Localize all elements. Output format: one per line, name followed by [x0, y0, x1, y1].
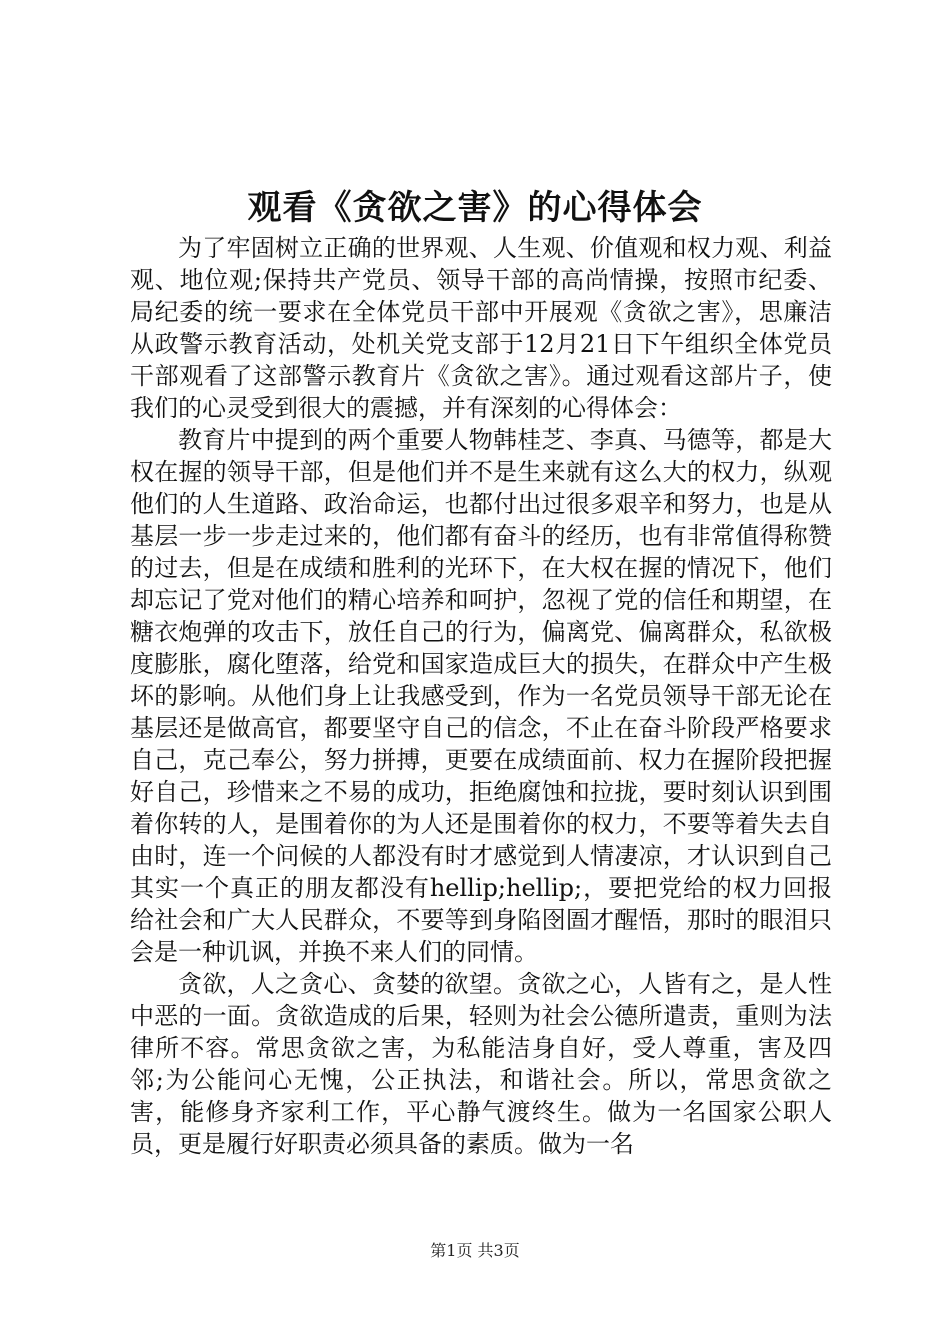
- document-body: [130, 232, 832, 1160]
- paragraph-2: 教育片中提到的两个重要人物韩桂芝、李真、马德等，都是大权在握的领导干部，但是他们并不是生来就有这么大的权力，纵观他们的人生道路、政治命运，也都付出过很多艰辛和努力，也是从基层一步一步走过来的，他们都有奋斗的经历，也有非常值得称赞的过去，但是在成绩和胜利的光环下，在大权在握的情况下，他们却忘记了党对他们的精心培养和呵护，忽视了党的信任和期望，在糖衣炮弹的攻击下，放任自己的行为，偏离党、偏离群众，私欲极度膨胀，腐化堕落，给党和国家造成巨大的损失，在群众中产生极坏的影响。从他们身上让我感受到，作为一名党员领导干部无论在基层还是做高官，都要坚守自己的信念，不止在奋斗阶段严格要求自己，克己奉公，努力拼搏，更要在成绩面前、权力在握阶段把握好自己，珍惜来之不易的成功，拒绝腐蚀和拉拢，要时刻认识到围着你转的人，是围着你的为人还是围着你的权力，不要等着失去自由时，连一个问候的人都没有时才感觉到人情凄凉，才认识到自己其实一个真正的朋友都没有hellip;hellip;，要把党给的权力回报给社会和广大人民群众，不要等到身陷囹圄才醒悟，那时的眼泪只会是一种讥讽，并换不来人们的同情。: [130, 426, 832, 966]
- page-title: 观看《贪欲之害》的心得体会: [247, 188, 703, 228]
- page-footer: 第1页 共3页: [430, 1241, 520, 1260]
- paragraph-3: 贪欲，人之贪心、贪婪的欲望。贪欲之心，人皆有之，是人性中恶的一面。贪欲造成的后果，轻则为社会公德所遣责，重则为法律所不容。常思贪欲之害，为私能洁身自好，受人尊重，害及四邻;为公能问心无愧，公正执法，和谐社会。所以，常思贪欲之害，能修身齐家利工作，平心静气渡终生。做为一名国家公职人员，更是履行好职责必须具备的素质。做为一名: [130, 970, 832, 1158]
- paragraph-1: 为了牢固树立正确的世界观、人生观、价值观和权力观、利益观、地位观;保持共产党员、领导干部的高尚情操，按照市纪委、局纪委的统一要求在全体党员干部中开展观《贪欲之害》，思廉洁从政警示教育活动，处机关党支部于12月21日下午组织全体党员干部观看了这部警示教育片《贪欲之害》。通过观看这部片子，使我们的心灵受到很大的震撼，并有深刻的心得体会：: [130, 234, 832, 422]
